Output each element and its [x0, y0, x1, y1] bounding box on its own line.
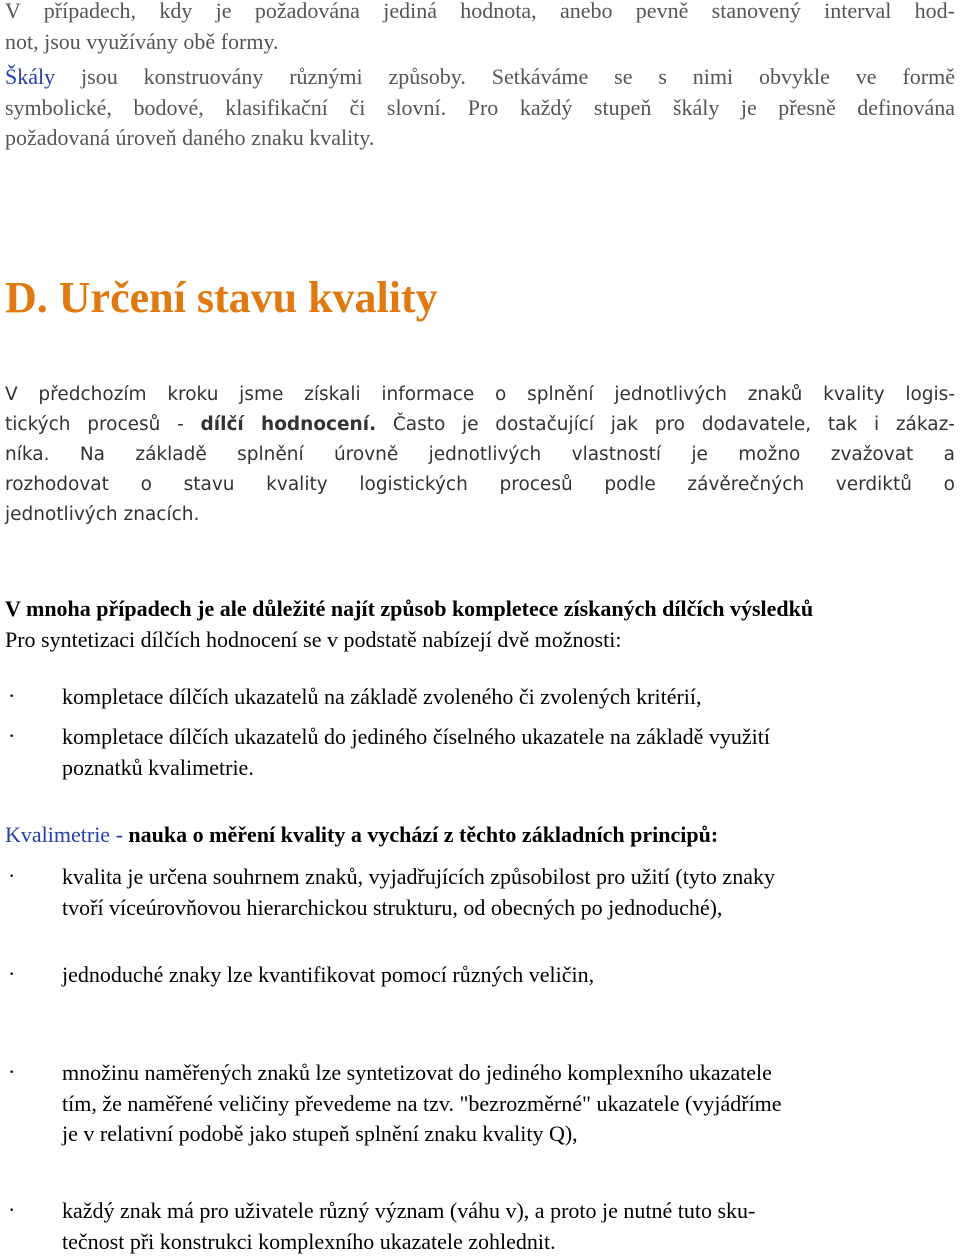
kvalimetrie-list-item [5, 1196, 955, 1257]
section-line: V předchozím kroku jsme získali informace o splnění jednotlivých znaků kvality logis- [5, 380, 955, 410]
skaly-term: Škály [5, 64, 55, 89]
list-item-line: každý znak má pro uživatele různý význam (váhu v), a proto je nutné tuto sku- [62, 1196, 955, 1227]
section-paragraph [5, 380, 955, 530]
bullet: · [8, 681, 15, 712]
kvalimetrie-list-item [5, 862, 955, 923]
intro-paragraph [5, 0, 955, 57]
list-item-line: tím, že naměřené veličiny převedeme na tzv. "bezrozměrné" ukazatele (vyjádříme [62, 1089, 955, 1120]
list-item-line: poznatků kvalimetrie. [62, 753, 955, 784]
list-item-line: kompletace dílčích ukazatelů na základě zvoleného či zvolených kritérií, [62, 682, 955, 713]
section-line: tických procesů - dílčí hodnocení. Často je dostačující jak pro dodavatele, tak i zákaz- [5, 410, 955, 440]
bullet: · [8, 861, 15, 892]
synthesis-bold-line: V mnoha případech je ale důležité najít způsob kompletece získaných dílčích výsledků [5, 594, 955, 625]
skaly-paragraph [5, 62, 955, 154]
list-item-line: je v relativní podobě jako stupeň splnění znaku kvality Q), [62, 1119, 955, 1150]
section-heading: D. Určení stavu kvality [5, 273, 955, 323]
synthesis-line: Pro syntetizaci dílčích hodnocení se v podstatě nabízejí dvě možnosti: [5, 625, 955, 656]
bullet: · [8, 959, 15, 990]
section-line: jednotlivých znacích. [5, 500, 955, 530]
synthesis-list-item [5, 722, 955, 783]
list-item-line: jednoduché znaky lze kvantifikovat pomocí různých veličin, [62, 960, 955, 991]
dilci-hodnoceni: dílčí hodnocení. [201, 414, 377, 435]
bullet: · [8, 721, 15, 752]
skaly-line: požadovaná úroveň daného znaku kvality. [5, 123, 955, 154]
kvalimetrie-list-item [5, 1058, 955, 1150]
list-item-line: kompletace dílčích ukazatelů do jediného číselného ukazatele na základě využití [62, 722, 955, 753]
kvalimetrie-heading [5, 820, 955, 851]
bullet: · [8, 1057, 15, 1088]
synthesis-block [5, 594, 955, 655]
list-item-line: množinu naměřených znaků lze syntetizovat do jediného komplexního ukazatele [62, 1058, 955, 1089]
intro-line: V případech, kdy je požadována jediná hodnota, anebo pevně stanovený interval hod- [5, 0, 955, 27]
list-item-line: tvoří víceúrovňovou hierarchickou strukturu, od obecných po jednoduché), [62, 893, 955, 924]
list-item-line: kvalita je určena souhrnem znaků, vyjadřujících způsobilost pro užití (tyto znaky [62, 862, 955, 893]
section-line: rozhodovat o stavu kvality logistických procesů podle závěrečných verdiktů o [5, 470, 955, 500]
intro-line: not, jsou využívány obě formy. [5, 27, 955, 58]
kvalimetrie-list-item [5, 960, 955, 991]
synthesis-list-item [5, 682, 955, 713]
list-item-line: tečnost při konstrukci komplexního ukazatele zohlednit. [62, 1227, 955, 1257]
bullet: · [8, 1195, 15, 1226]
kvalimetrie-term: Kvalimetrie - [5, 822, 123, 847]
section-line: níka. Na základě splnění úrovně jednotlivých vlastností je možno zvažovat a [5, 440, 955, 470]
skaly-line: Škály jsou konstruovány různými způsoby. Setkáváme se s nimi obvykle ve formě [5, 62, 955, 93]
skaly-line: symbolické, bodové, klasifikační či slovní. Pro každý stupeň škály je přesně definována [5, 93, 955, 124]
kvalimetrie-definition: nauka o měření kvality a vychází z těchto základních principů: [123, 822, 718, 847]
